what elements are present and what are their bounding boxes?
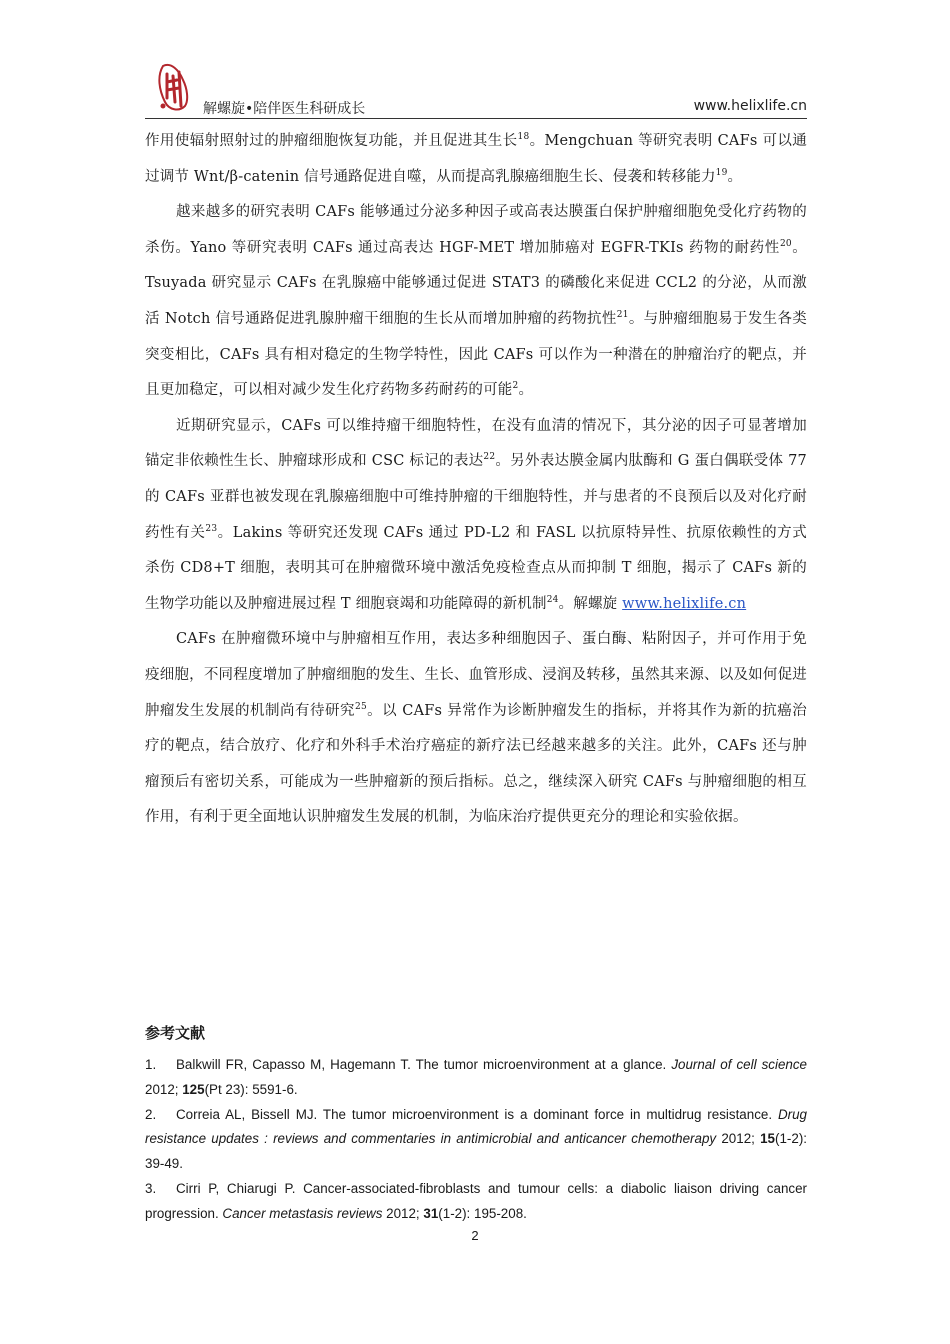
citation-ref: 24 [546,594,559,605]
text-run: 。解螺旋 [558,595,623,612]
reference-year: 2012; [716,1131,761,1147]
reference-year: 2012; [145,1081,183,1097]
reference-number: 1. [145,1057,157,1072]
citation-ref: 2 [512,381,519,392]
references-title: 参考文献 [145,1024,206,1042]
references-section [145,1022,807,1227]
reference-item [145,1103,807,1177]
text-run: 越来越多的研究表明 CAFs 能够通过分泌多种因子或高表达膜蛋白保护肿瘤细胞免受化疗药物的杀伤。Yano 等研究表明 CAFs 通过高表达 HGF-MET 增加肺癌对 EGFR-TKIs 药物的耐药性 [145,204,807,256]
reference-item [145,1177,807,1227]
paragraph-1 [145,124,807,195]
reference-number: 3. [145,1180,157,1196]
reference-pages: (Pt 23): 5591-6. [204,1081,298,1097]
helixlife-logo [155,62,191,114]
text-run: 。另外表达膜金属内肽酶和 G 蛋白偶联受体 77 的 CAFs 亚群也被发现在乳腺癌细胞中可维持肿瘤的干细胞特性，并与患者的不良预后以及对化疗耐药性有关 [145,453,807,541]
document-body [145,124,807,836]
paragraph-2 [145,195,807,409]
reference-authors: Balkwill FR, Capasso M, Hagemann T. The tumor microenvironment at a glance. [176,1057,672,1072]
page-header [145,62,807,120]
citation-ref: 18 [517,132,530,142]
site-slogan: 解螺旋•陪伴医生科研成长 [203,101,366,117]
reference-authors: Correia AL, Bissell MJ. The tumor microenvironment is a dominant force in multidrug resistance. [176,1106,778,1122]
reference-year: 2012; [382,1205,424,1221]
text-run: 。Lakins 等研究还发现 CAFs 通过 PD-L2 和 FASL 以抗原特异性、抗原依赖性的方式杀伤 CD8+T 细胞，表明其可在肿瘤微环境中激活免疫检查点从而抑制 T 细胞，揭示了 CAFs 新的生物学功能以及肿瘤进展过程 T 细胞衰竭和功能障碍的新机制 [145,524,807,612]
citation-ref: 21 [616,309,629,320]
reference-authors: Cirri P, Chiarugi P. Cancer-associated-fibroblasts and tumour cells: a diabolic liaison driving cancer progression. [145,1180,807,1221]
text-run: 。Tsuyada 研究显示 CAFs 在乳腺癌中能够通过促进 STAT3 的磷酸化来促进 CCL2 的分泌，从而激活 Notch 信号通路促进乳腺肿瘤干细胞的生长从而增加肿瘤的药物抗性 [145,239,807,327]
site-url[interactable]: www.helixlife.cn [693,98,807,114]
header-divider [145,118,807,119]
citation-ref: 25 [355,701,367,712]
citation-ref: 22 [483,452,496,463]
page-number: 2 [471,1228,479,1243]
helixlife-link[interactable]: www.helixlife.cn [622,595,747,612]
text-run: 作用使辐射照射过的肿瘤细胞恢复功能，并且促进其生长 [145,133,518,149]
reference-volume: 15 [760,1131,776,1147]
reference-journal: Drug resistance updates : reviews and commentaries in antimicrobial and anticancer chemotherapy [145,1106,807,1147]
reference-journal: Journal of cell science [671,1057,807,1072]
text-run: CAFs 在肿瘤微环境中与肿瘤相互作用，表达多种细胞因子、蛋白酶、粘附因子，并可作用于免疫细胞，不同程度增加了肿瘤细胞的发生、生长、血管形成、浸润及转移，虽然其来源、以及如何促进肿瘤发生发展的机制尚有待研究 [145,631,807,719]
text-run: 。Mengchuan 等研究表明 CAFs 可以通过调节 Wnt/β-catenin 信号通路促进自噬，从而提高乳腺癌细胞生长、侵袭和转移能力 [145,133,808,185]
paragraph-3 [145,409,807,623]
reference-volume: 31 [423,1205,439,1221]
text-run: 。以 CAFs 异常作为诊断肿瘤发生的指标，并将其作为新的抗癌治疗的靶点，结合放疗、化疗和外科手术治疗癌症的新疗法已经越来越多的关注。此外，CAFs 还与肿瘤预后有密切关系，可能成为一些肿瘤新的预后指标。总之，继续深入研究 CAFs 与肿瘤细胞的相互作用，有利于更全面地认识肿瘤发生发展的机制，为临床治疗提供更充分的理论和实验依据。 [145,702,807,826]
citation-ref: 20 [779,238,792,249]
paragraph-4 [145,622,807,836]
reference-number: 2. [145,1106,157,1122]
reference-pages: (1-2): 39-49. [145,1131,808,1172]
reference-item [145,1053,807,1103]
reference-journal: Cancer metastasis reviews [222,1205,383,1221]
text-run: 。与肿瘤细胞易于发生各类突变相比，CAFs 具有相对稳定的生物学特性，因此 CAFs 可以作为一种潜在的肿瘤治疗的靶点，并且更加稳定，可以相对减少发生化疗药物多药耐药的可能 [145,310,808,399]
text-run: 。 [727,168,743,185]
citation-ref: 19 [715,167,728,178]
citation-ref: 23 [205,523,218,534]
text-run: 近期研究显示，CAFs 可以维持瘤干细胞特性，在没有血清的情况下，其分泌的因子可显著增加锚定非依赖性生长、肿瘤球形成和 CSC 标记的表达 [145,417,807,470]
reference-volume: 125 [182,1081,205,1097]
reference-pages: (1-2): 195-208. [438,1205,527,1221]
text-run: 。 [518,382,534,399]
